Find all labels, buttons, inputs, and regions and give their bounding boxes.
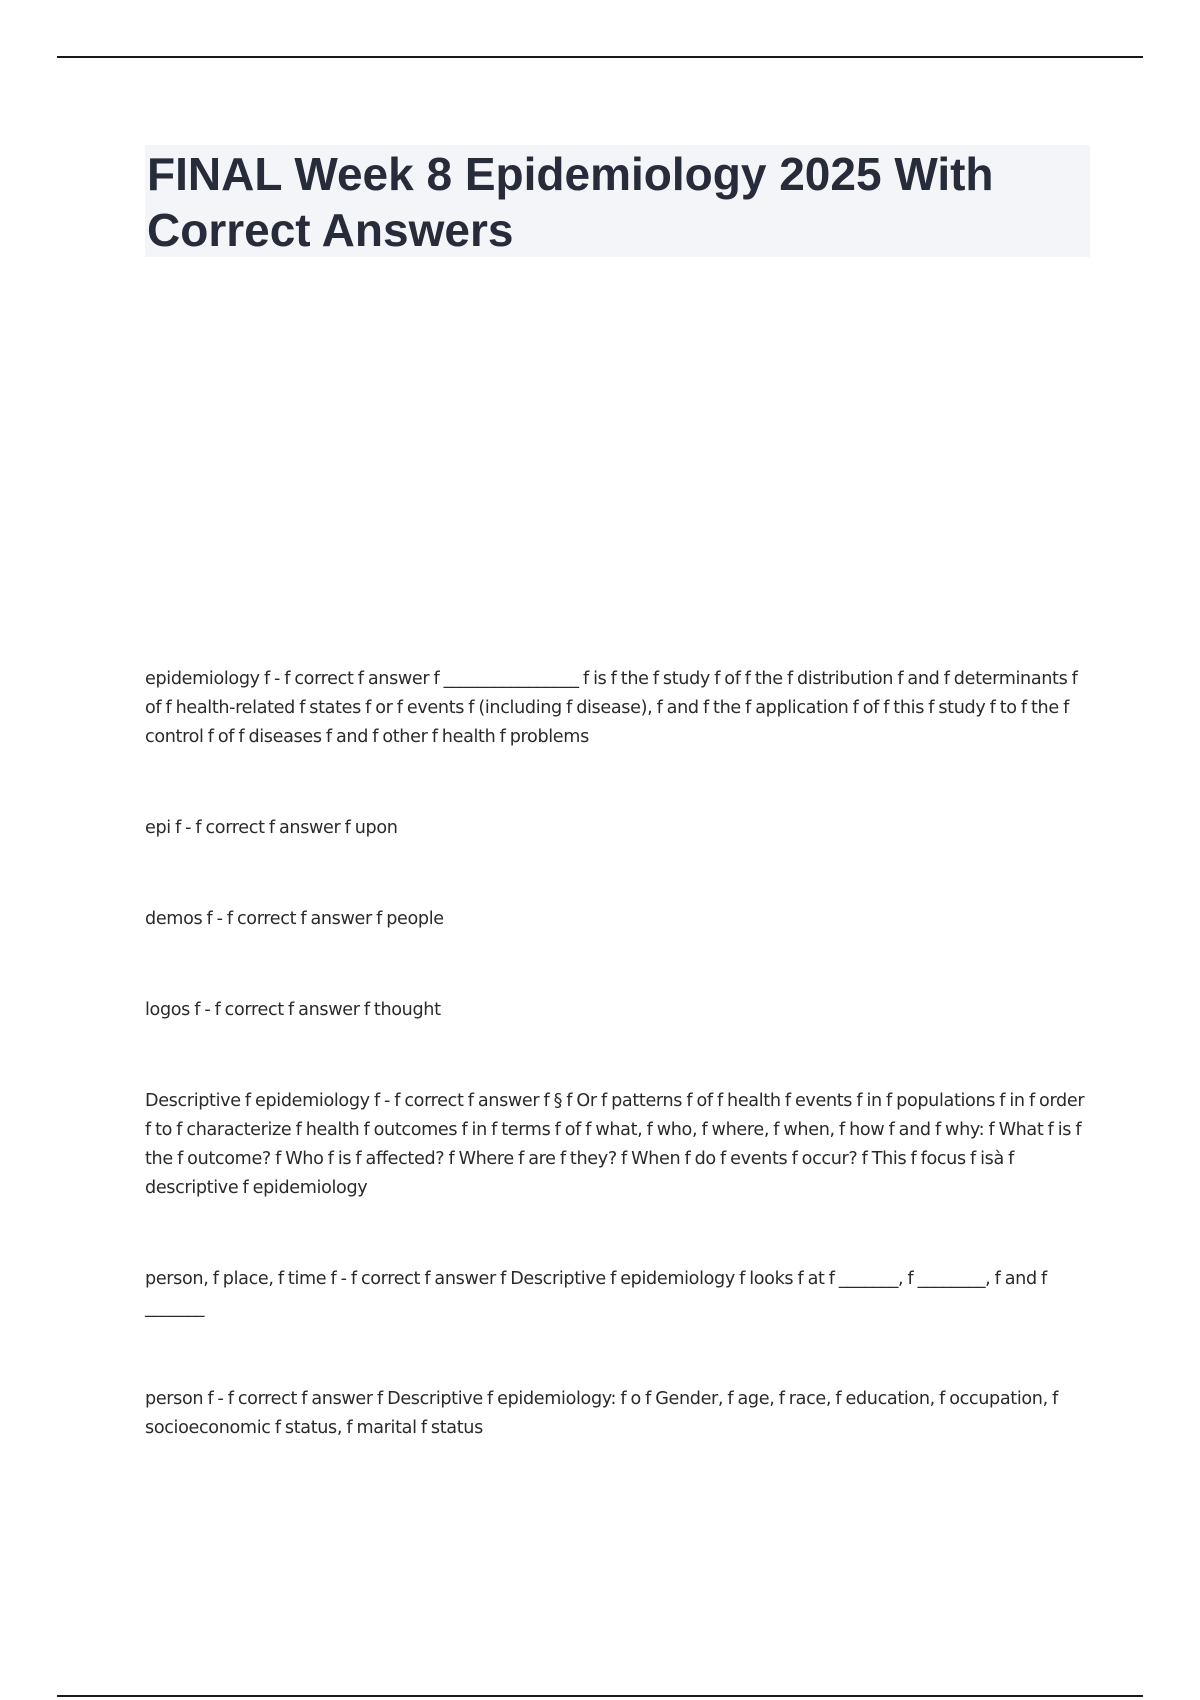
document-title: FINAL Week 8 Epidemiology 2025 With Correct Answers [147,148,994,256]
bottom-divider [57,1695,1143,1697]
title-banner [145,145,1090,257]
flashcard-entry: epi f - f correct f answer f upon [145,818,398,838]
flashcard-entry: Descriptive f epidemiology f - f correct f answer f § f Or f patterns f of f health f events f in f populations f in f order f to f characterize f health f outcomes f in f terms f of f what, f who, f where, f when, f how f and f why: f What f is f the f outcome? f Who f is f affected? f Where f are f they? f When f do f events f occur? f This f focus f isà f descriptive f epidemiology [145,1091,1085,1198]
flashcard-entry: logos f - f correct f answer f thought [145,1000,441,1020]
top-divider [57,56,1143,58]
flashcard-entry: person, f place, f time f - f correct f answer f Descriptive f epidemiology f looks f at f _______, f ________, f and f _______ [145,1269,1047,1318]
flashcard-list [145,665,1090,1443]
flashcard-entry: epidemiology f - f correct f answer f ________________ f is f the f study f of f the f distribution f and f determinants f of f health-related f states f or f events f (including f disease), f and f the f application f of f this f study f to f the f control f of f diseases f and f other f health f problems [145,669,1078,747]
flashcard-entry: person f - f correct f answer f Descriptive f epidemiology: f o f Gender, f age, f race, f education, f occupation, f socioeconomic f status, f marital f status [145,1389,1058,1438]
flashcard-entry: demos f - f correct f answer f people [145,909,444,929]
